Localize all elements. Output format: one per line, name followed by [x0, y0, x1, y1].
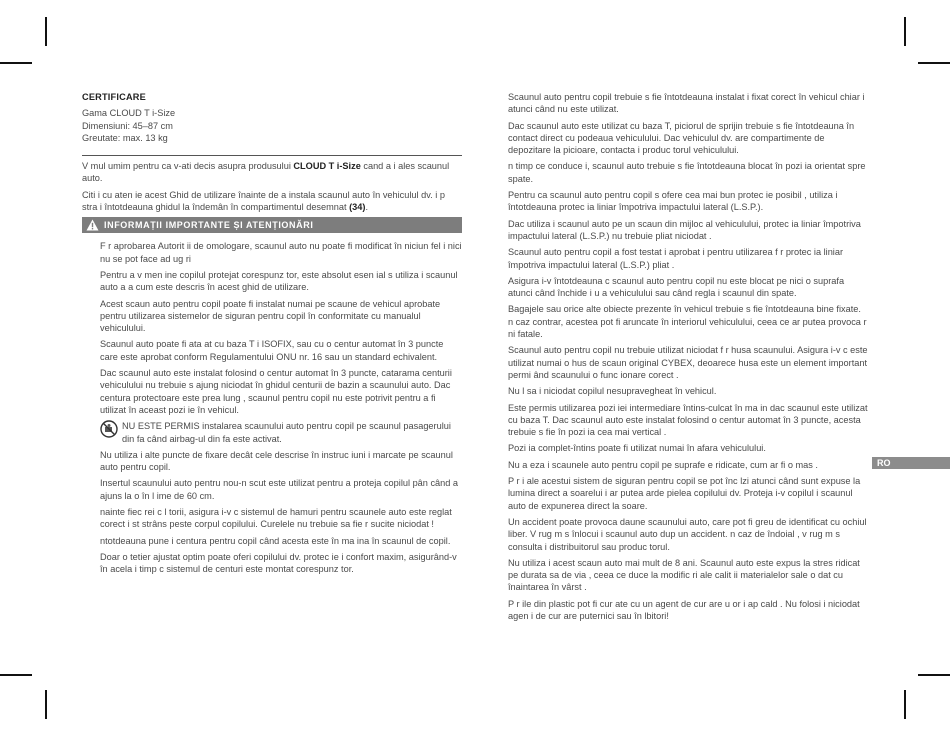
- instruction-item: P r ile din plastic pot fi cur ate cu un agent de cur are u or i ap cald . Nu folosi i niciodat agen i de cur are puternici sau în lbitori!: [508, 598, 860, 621]
- crop-mark: [904, 690, 906, 719]
- instruction-item: Nu utiliza i alte puncte de fixare decât cele descrise în instruc iuni i marcate pe scaunul auto pentru copil.: [100, 449, 453, 473]
- instruction-item: ntotdeauna pune i centura pentru copil când acesta este în ma ina în scaunul de copil.: [100, 535, 451, 546]
- instruction-item: nainte fiec rei c l torii, asigura i-v c sistemul de hamuri pentru scaunele auto este reglat corect i st strâns peste corpul copilului. Curelele nu trebuie sa fie r sucite niciodat !: [100, 507, 452, 530]
- instruction-item: Doar o tetier ajustat optim poate oferi copilului dv. protec ie i confort maxim, asigurând-v în acela i timp c sistemul de centuri este montat corespunz tor.: [100, 551, 457, 575]
- crop-mark: [45, 690, 47, 719]
- instruction-item: Dac scaunul auto este instalat folosind o centur automat în 3 puncte, catarama centurii vehiculului nu trebuie s ajung niciodat în ghidul centurii de bazin a scaunului auto. Dac centura protectoare este prea lung , scaunul pentru copil nu este potrivit pentru a fi utilizat în aceast pozi ie în vehicul.: [100, 368, 452, 415]
- instruction-item: P r i ale acestui sistem de siguran pentru copil se pot înc lzi atunci când sunt expuse la lumina direct a soarelui i ar putea arde pielea copilului dv. Proteja i-v copilul i scaunul auto de expunerea direct la soare.: [508, 476, 861, 511]
- instruction-item: Scaunul auto pentru copil nu trebuie utilizat niciodat f r husa scaunului. Asigura i-v c este utilizat numai o hus de scaun original CYBEX, deoarece husa este un element important permi ând scaunului o func ionare corect .: [508, 345, 868, 380]
- certificate-title: CERTIFICARE: [82, 92, 146, 102]
- crop-mark: [0, 674, 32, 676]
- instruction-item: Nu l sa i niciodat copilul nesupravegheat în vehicul.: [508, 386, 717, 397]
- crop-mark: [0, 62, 32, 64]
- instruction-item: Scaunul auto poate fi ata at cu baza T i ISOFIX, sau cu o centur automat în 3 puncte care este aprobat conform Regulamentului ONU nr. 16 sau un standard echivalent.: [100, 339, 444, 362]
- instruction-item: Un accident poate provoca daune scaunului auto, care pot fi greu de identificat cu ochiul liber. V rug m s înlocui i scaunul auto dup un accident. n caz de îndoial , v rug m s consulta i distribuitorul sau produc torul.: [508, 516, 867, 552]
- instruction-item: Insertul scaunului auto pentru nou-n scut este utilizat pentru a proteja copilul pân când a ajuns la o în l ime de 60 cm.: [100, 478, 459, 501]
- warning-label: NU ESTE PERMIS: [122, 421, 200, 432]
- instruction-item: Dac scaunul auto este utilizat cu baza T, piciorul de sprijin trebuie s fie întotdeauna în contact direct cu podeaua vehiculului. Dac vehiculul dv. are compartimente de depozitare la picioare, contacta i produc torul vehiculului.: [508, 120, 855, 156]
- instruction-item: n timp ce conduce i, scaunul auto trebuie s fie întotdeauna blocat în pozi ia orientat spre spate.: [508, 161, 866, 184]
- spec-dimensions: Dimensiuni: 45–87 cm: [82, 120, 173, 131]
- language-tab: RO: [872, 457, 950, 469]
- intro-paragraph: V mul umim pentru ca v-ati decis asupra produsului CLOUD T i-Size cand a i ales scaunul auto.: [82, 161, 450, 184]
- left-column: [82, 91, 462, 580]
- instruction-item: Pentru a v men ine copilul protejat corespunz tor, este absolut esen ial s utiliza i scaunul auto a a cum este descris în acest ghid de utilizare.: [100, 269, 458, 293]
- instruction-item: Scaunul auto pentru copil a fost testat i aprobat i pentru utilizarea f r protec ia liniar împotriva impactului lateral (L.S.P.) pliat .: [508, 247, 844, 270]
- instruction-list: [82, 240, 462, 416]
- crop-mark: [918, 674, 950, 676]
- spec-range: Gama CLOUD T i-Size: [82, 108, 176, 119]
- section-header: [82, 217, 462, 233]
- instruction-item: Asigura i-v întotdeauna c scaunul auto pentru copil nu este blocat pe nici o suprafa atunci când închide i u a vehiculului sau când regla i scaunul din spate.: [508, 275, 845, 299]
- warning-item: [82, 420, 462, 445]
- intro-paragraph-guide: Citi i cu aten ie acest Ghid de utilizare înainte de a instala scaunul auto în vehiculul dv. i p stra i întotdeauna ghidul la îndemân în compartimentul desemnat (34).: [82, 189, 445, 213]
- section-title: INFORMAȚII IMPORTANTE ȘI ATENȚIONĂRI: [104, 220, 314, 231]
- instruction-item: Acest scaun auto pentru copil poate fi instalat numai pe scaune de vehicul aprobate pentru utilizarea sistemelor de siguran pentru copil în conformitate cu manualul vehiculului.: [100, 298, 441, 334]
- instruction-item: Pentru ca scaunul auto pentru copil s ofere cea mai bun protec ie posibil , utiliza i întotdeauna protec ia liniar împotriva impactului lateral (L.S.P.).: [508, 190, 838, 213]
- compartment-ref: (34): [349, 202, 366, 213]
- crop-mark: [918, 62, 950, 64]
- instruction-item: Bagajele sau orice alte obiecte prezente în vehicul trebuie s fie întotdeauna bine fixate. n caz contrar, acestea pot fi aruncate în interiorul vehiculului, ceea ce ar putea provoca r ni fatale.: [508, 304, 867, 340]
- crop-mark: [45, 17, 47, 46]
- instruction-list: [82, 449, 462, 576]
- warning-text: instalarea scaunului auto pentru copil pe scaunul pasagerului din fa când airbag-ul din fa este activat.: [122, 421, 451, 444]
- instruction-item: Scaunul auto pentru copil trebuie s fie întotdeauna instalat i fixat corect în vehicul chiar i atunci când nu este utilizat.: [508, 92, 865, 115]
- warning-icon: [86, 219, 99, 231]
- certificate-block: [82, 91, 462, 144]
- instruction-item: Este permis utilizarea pozi iei intermediare întins-culcat în ma in dac scaunul este utilizat cu baza T. Dac scaunul auto este instalat folosind o centur automat în 3 puncte, acesta trebuie s fie în pozi ia cea mai vertical .: [508, 402, 868, 438]
- product-name: CLOUD T i-Size: [293, 161, 361, 172]
- instruction-item: Nu utiliza i acest scaun auto mai mult de 8 ani. Scaunul auto este expus la stres ridicat pe durata sa de via , ceea ce duce la modific ri ale calit ii materialelor sale o dat cu înaintarea în vârst .: [508, 557, 860, 593]
- instruction-item: F r aprobarea Autorit ii de omologare, scaunul auto nu poate fi modificat în niciun fel i nici nu se pot face ad ug ri: [100, 241, 462, 264]
- divider: [82, 155, 462, 156]
- crop-mark: [904, 17, 906, 46]
- instruction-item: Pozi ia complet-întins poate fi utilizat numai în afara vehiculului.: [508, 443, 766, 454]
- no-airbag-icon: [100, 420, 118, 438]
- instruction-item: Dac utiliza i scaunul auto pe un scaun din mijloc al vehiculului, protec ia liniar împotriva impactului lateral (L.S.P.) nu trebuie pliat niciodat .: [508, 218, 861, 241]
- spec-weight: Greutate: max. 13 kg: [82, 132, 168, 143]
- right-column: [508, 91, 868, 626]
- instruction-item: Nu a eza i scaunele auto pentru copil pe suprafe e ridicate, cum ar fi o mas .: [508, 459, 818, 470]
